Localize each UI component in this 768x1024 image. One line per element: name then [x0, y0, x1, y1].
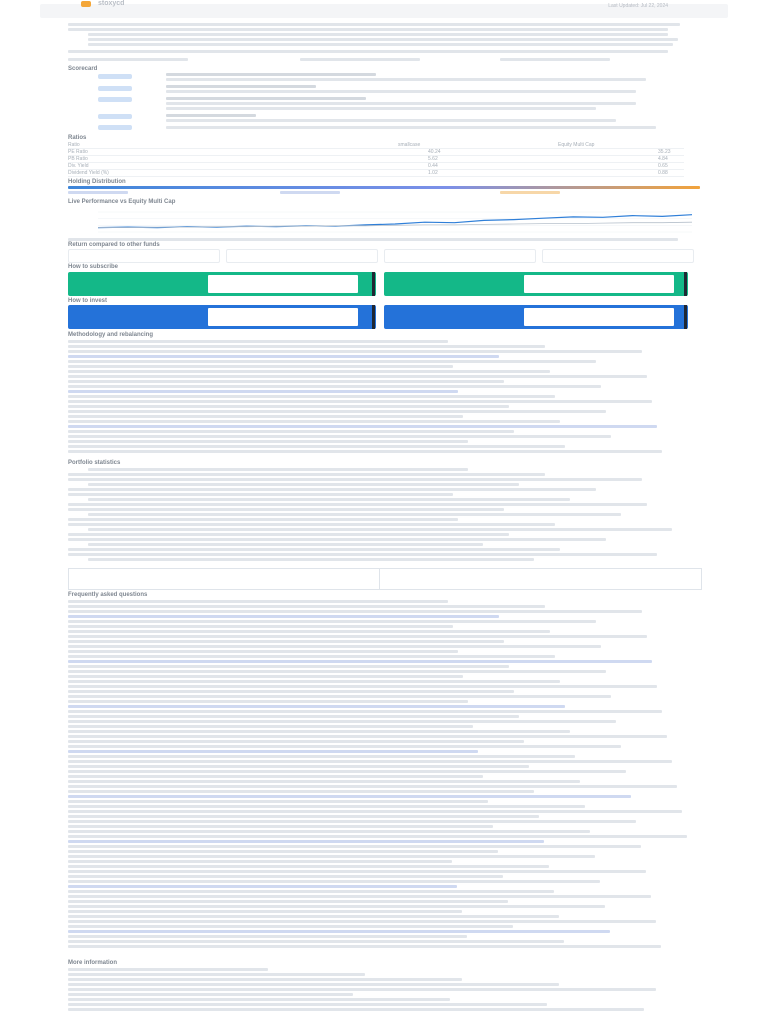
stats-table-divider [379, 569, 380, 589]
text-line [68, 855, 595, 858]
text-line [68, 370, 550, 373]
text-line [68, 725, 473, 728]
text-line [88, 543, 483, 546]
text-line [68, 508, 504, 511]
text-line [68, 835, 687, 838]
text-line [68, 415, 463, 418]
text-line [68, 680, 560, 683]
scorecard-item [166, 78, 646, 81]
text-line [88, 468, 468, 471]
text-line [68, 760, 672, 763]
text-line [68, 815, 539, 818]
text-line [68, 620, 596, 623]
table-row [68, 156, 684, 163]
text-line [68, 755, 575, 758]
text-line [68, 630, 550, 633]
ratios-col-header: smallcase [398, 142, 421, 148]
text-line [68, 445, 565, 448]
text-line [68, 615, 499, 618]
text-line [68, 805, 585, 808]
scorecard-item [166, 119, 616, 122]
ratio-smallcase: 40.24 [428, 149, 441, 155]
top-bar [40, 0, 728, 18]
text-line [68, 400, 652, 403]
text-line [68, 538, 606, 541]
intro-line [68, 23, 680, 26]
text-line [68, 645, 601, 648]
text-line [68, 935, 467, 938]
holding-legend [280, 191, 340, 194]
ratio-smallcase: 0.44 [428, 163, 438, 169]
text-line [68, 905, 605, 908]
text-line [68, 880, 600, 883]
scorecard-icon [98, 74, 132, 79]
text-line [68, 395, 555, 398]
scorecard-heading: Scorecard [68, 66, 98, 72]
text-line [68, 910, 462, 913]
scorecard-item [166, 102, 636, 105]
subscribe-card-screenshot [208, 275, 358, 293]
text-line [68, 900, 508, 903]
ratio-name: Div. Yield [68, 163, 89, 169]
text-line [68, 488, 596, 491]
meta-line [500, 58, 610, 61]
text-line [68, 1008, 644, 1011]
text-line [68, 785, 677, 788]
text-line [68, 830, 590, 833]
text-line [68, 800, 488, 803]
text-line [68, 478, 642, 481]
scorecard-item [166, 85, 316, 88]
text-line [68, 605, 545, 608]
ratio-benchmark: 0.88 [658, 170, 668, 176]
text-line [68, 998, 450, 1001]
text-line [68, 503, 647, 506]
invest-card[interactable] [384, 305, 688, 329]
text-line [68, 973, 365, 976]
scorecard-item [166, 73, 376, 76]
ratios-heading: Ratios [68, 135, 87, 141]
ratios-header-row [68, 142, 684, 149]
text-line [68, 553, 657, 556]
text-line [68, 435, 611, 438]
text-line [68, 675, 463, 678]
text-line [88, 483, 519, 486]
text-line [88, 528, 672, 531]
text-line [68, 968, 268, 971]
returns-heading: Return compared to other funds [68, 242, 160, 248]
performance-chart[interactable] [68, 208, 700, 236]
text-line [68, 600, 448, 603]
scorecard-item [166, 107, 596, 110]
text-line [68, 983, 559, 986]
holding-distribution-bar [68, 186, 700, 189]
text-line [68, 875, 503, 878]
ratios-col-header: Equity Multi Cap [558, 142, 595, 148]
text-line [88, 498, 570, 501]
subscribe-card-screenshot [524, 275, 674, 293]
text-line [68, 340, 448, 343]
text-line [68, 690, 514, 693]
text-line [68, 345, 545, 348]
faq-heading: Frequently asked questions [68, 592, 148, 598]
text-line [68, 790, 534, 793]
text-line [68, 548, 560, 551]
text-line [68, 825, 493, 828]
text-line [68, 770, 626, 773]
text-line [68, 945, 661, 948]
text-line [68, 978, 462, 981]
return-card[interactable] [68, 249, 220, 263]
scorecard-item [166, 90, 636, 93]
text-line [68, 860, 452, 863]
intro-line [88, 33, 668, 36]
text-line [68, 745, 621, 748]
text-line [68, 670, 606, 673]
text-line [68, 610, 642, 613]
text-line [68, 840, 544, 843]
text-line [68, 350, 642, 353]
text-line [68, 385, 601, 388]
text-line [68, 775, 483, 778]
scorecard-icon [98, 114, 132, 119]
text-line [68, 993, 353, 996]
subscribe-card[interactable] [384, 272, 688, 296]
ratio-smallcase: 1.02 [428, 170, 438, 176]
invest-card-screenshot [524, 308, 674, 326]
ratio-smallcase: 5.62 [428, 156, 438, 162]
table-row [68, 163, 684, 170]
intro-line [88, 43, 673, 46]
text-line [68, 705, 565, 708]
scorecard-item [166, 97, 366, 100]
scorecard-icon [98, 125, 132, 130]
ratios-col-header: Ratio [68, 142, 80, 148]
text-line [68, 420, 560, 423]
text-line [68, 780, 580, 783]
text-line [68, 1003, 547, 1006]
text-line [68, 533, 509, 536]
text-line [68, 523, 555, 526]
text-line [68, 410, 606, 413]
card-edge [684, 305, 687, 329]
more-info-heading: More information [68, 960, 117, 966]
text-line [68, 430, 514, 433]
text-line [68, 988, 656, 991]
scorecard-icon [98, 86, 132, 91]
text-line [68, 865, 549, 868]
text-line [68, 360, 596, 363]
text-line [68, 920, 656, 923]
performance-heading: Live Performance vs Equity Multi Cap [68, 199, 176, 205]
text-line [68, 895, 651, 898]
text-line [68, 685, 657, 688]
text-line [68, 473, 545, 476]
ratio-benchmark: 35.23 [658, 149, 671, 155]
text-line [68, 355, 499, 358]
text-line [68, 695, 611, 698]
ratio-name: PB Ratio [68, 156, 88, 162]
stats-table [68, 568, 702, 590]
return-card[interactable] [226, 249, 378, 263]
text-line [68, 890, 554, 893]
text-line [68, 930, 610, 933]
text-line [68, 845, 641, 848]
table-row [68, 149, 684, 156]
text-line [68, 870, 646, 873]
intro-line [88, 38, 678, 41]
text-line [68, 375, 647, 378]
text-line [68, 730, 570, 733]
text-line [88, 558, 534, 561]
text-line [68, 715, 519, 718]
card-edge [684, 272, 687, 296]
text-line [68, 365, 453, 368]
text-line [68, 710, 662, 713]
holding-legend [500, 191, 560, 194]
text-line [68, 810, 682, 813]
subscribe-heading: How to subscribe [68, 264, 119, 270]
text-line [68, 740, 524, 743]
invest-card[interactable] [68, 305, 376, 329]
text-line [68, 660, 652, 663]
text-line [68, 820, 636, 823]
text-line [68, 915, 559, 918]
text-line [68, 735, 667, 738]
card-edge [372, 272, 375, 296]
text-line [68, 665, 509, 668]
text-line [68, 405, 509, 408]
logo-text: stoxycd [98, 0, 125, 7]
invest-card-screenshot [208, 308, 358, 326]
ratio-benchmark: 4.84 [658, 156, 668, 162]
text-line [68, 380, 504, 383]
meta-line [300, 58, 420, 61]
invest-heading: How to invest [68, 298, 108, 304]
text-line [68, 885, 457, 888]
text-line [88, 513, 621, 516]
text-line [68, 450, 662, 453]
text-line [68, 750, 478, 753]
text-line [68, 425, 657, 428]
text-line [68, 925, 513, 928]
text-line [68, 850, 498, 853]
return-card[interactable] [384, 249, 536, 263]
text-line [68, 493, 453, 496]
intro-line [68, 50, 668, 53]
holding-legend [68, 191, 128, 194]
intro-line [68, 28, 668, 31]
return-card[interactable] [542, 249, 694, 263]
scorecard-icon [98, 97, 132, 102]
text-line [68, 720, 616, 723]
last-updated: Last Updated: Jul 22, 2024 [608, 3, 668, 9]
text-line [68, 635, 647, 638]
series-line [98, 222, 692, 227]
text-line [68, 518, 458, 521]
table-row [68, 170, 684, 177]
ratio-name: PE Ratio [68, 149, 88, 155]
meta-line [68, 58, 188, 61]
card-edge [372, 305, 375, 329]
text-line [68, 700, 468, 703]
scorecard-item [166, 114, 256, 117]
text-line [68, 765, 529, 768]
holdings-heading: Holding Distribution [68, 179, 126, 185]
ratio-name: Dividend Yield (%) [68, 170, 109, 176]
subscribe-card[interactable] [68, 272, 376, 296]
text-line [68, 625, 453, 628]
methodology-heading: Methodology and rebalancing [68, 332, 154, 338]
text-line [68, 440, 468, 443]
text-line [68, 655, 555, 658]
portfolio-stats-heading: Portfolio statistics [68, 460, 121, 466]
chart-caption [68, 238, 678, 241]
ratio-benchmark: 0.65 [658, 163, 668, 169]
text-line [68, 640, 504, 643]
text-line [68, 650, 458, 653]
text-line [68, 390, 458, 393]
text-line [68, 795, 631, 798]
logo-icon [81, 1, 91, 7]
text-line [68, 940, 564, 943]
scorecard-item [166, 126, 656, 129]
